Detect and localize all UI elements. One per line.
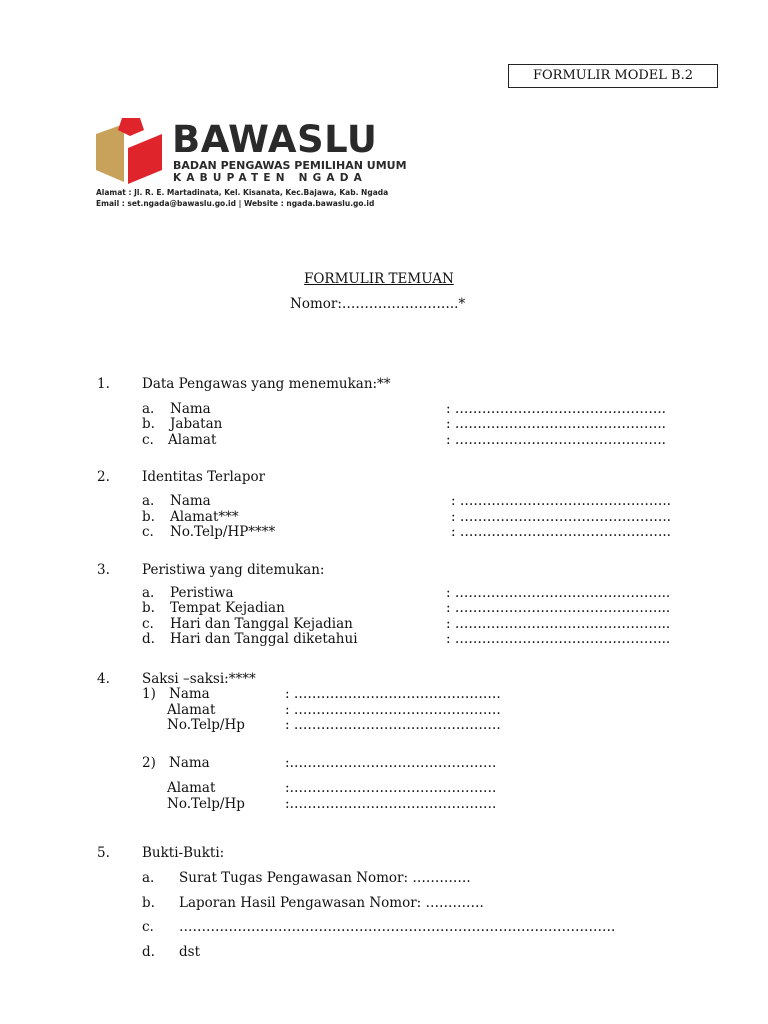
s3-value-tempat: : ………………………………………... [446,600,671,616]
s5-item-c: ……………………………………………………………………………………. [179,919,616,935]
email-line: Email : set.ngada@bawaslu.go.id | Website : ngada.bawaslu.go.id [96,199,375,208]
doc-title: FORMULIR TEMUAN [304,271,454,287]
brand-name: BAWASLU [172,118,378,161]
s3-letter-a: a. [142,585,155,601]
witness-1-value-nama: : ………………………………………. [285,686,501,702]
bawaslu-logo [94,118,166,192]
s1-label-nama: Nama [170,401,211,417]
s2-letter-a: a. [142,493,155,509]
section-3-number: 3. [97,562,110,578]
witness-1-value-alamat: : ………………………………………. [285,702,501,718]
witness-1-label-nama: Nama [169,686,210,702]
s5-item-dst: dst [179,944,200,960]
witness-2-label-telp: No.Telp/Hp [167,796,245,812]
s3-value-tanggal-kejadian: : ………………………………………... [446,616,671,632]
s3-label-peristiwa: Peristiwa [170,585,234,601]
brand-subtitle-regency: KABUPATEN NGADA [173,172,367,184]
s2-label-alamat: Alamat*** [170,509,239,525]
s5-letter-b: b. [142,895,155,911]
witness-1-value-telp: : ………………………………………. [285,717,501,733]
s1-value-nama: : ……………………………………….. [446,401,666,417]
witness-2-label-nama: Nama [169,755,210,771]
s2-value-telp: : ……………………………………….. [451,524,671,540]
s5-letter-d: d. [142,944,155,960]
s5-letter-a: a. [142,870,155,886]
witness-2-value-alamat: :………………………………………. [285,780,497,796]
s1-letter-c: c. [142,432,154,448]
form-model-box: FORMULIR MODEL B.2 [508,64,718,88]
witness-2-label-alamat: Alamat [167,780,216,796]
section-2-number: 2. [97,469,110,485]
section-2-title: Identitas Terlapor [142,469,266,485]
s2-value-alamat: : ……………………………………….. [451,509,671,525]
s2-label-telp: No.Telp/HP**** [170,524,276,540]
s3-letter-c: c. [142,616,154,632]
s1-letter-a: a. [142,401,155,417]
s1-value-jabatan: : ……………………………………….. [446,416,666,432]
witness-1-number: 1) [142,686,156,702]
s2-label-nama: Nama [170,493,211,509]
s2-value-nama: : ……………………………………….. [451,493,671,509]
witness-2-value-telp: :………………………………………. [285,796,497,812]
s2-letter-b: b. [142,509,155,525]
s5-item-laporan: Laporan Hasil Pengawasan Nomor: …………. [179,895,484,911]
section-1-number: 1. [97,376,110,392]
address-line: Alamat : Jl. R. E. Martadinata, Kel. Kisanata, Kec.Bajawa, Kab. Ngada [96,188,389,197]
doc-number: Nomor:……………………..* [290,296,466,312]
witness-2-number: 2) [142,755,156,771]
witness-1-label-alamat: Alamat [167,702,216,718]
s3-label-tanggal-diketahui: Hari dan Tanggal diketahui [170,631,358,647]
section-5-title: Bukti-Bukti: [142,845,225,861]
s1-label-alamat: Alamat [168,432,217,448]
brand-subtitle: BADAN PENGAWAS PEMILIHAN UMUM [173,159,407,172]
s1-label-jabatan: Jabatan [170,416,223,432]
section-4-number: 4. [97,671,110,687]
s3-value-tanggal-diketahui: : ………………………………………... [446,631,671,647]
s1-letter-b: b. [142,416,155,432]
section-5-number: 5. [97,845,110,861]
section-1-title: Data Pengawas yang menemukan:** [142,376,391,392]
s2-letter-c: c. [142,524,154,540]
witness-2-value-nama: :………………………………………. [285,755,497,771]
s3-label-tanggal-kejadian: Hari dan Tanggal Kejadian [170,616,353,632]
s3-letter-b: b. [142,600,155,616]
s1-value-alamat: : ……………………………………….. [446,432,666,448]
s5-letter-c: c. [142,919,154,935]
s3-letter-d: d. [142,631,155,647]
s3-value-peristiwa: : ………………………………………... [446,585,671,601]
s3-label-tempat: Tempat Kejadian [170,600,285,616]
section-4-title: Saksi –saksi:**** [142,671,256,687]
section-3-title: Peristiwa yang ditemukan: [142,562,325,578]
s5-item-surat-tugas: Surat Tugas Pengawasan Nomor: …………. [179,870,471,886]
witness-1-label-telp: No.Telp/Hp [167,717,245,733]
